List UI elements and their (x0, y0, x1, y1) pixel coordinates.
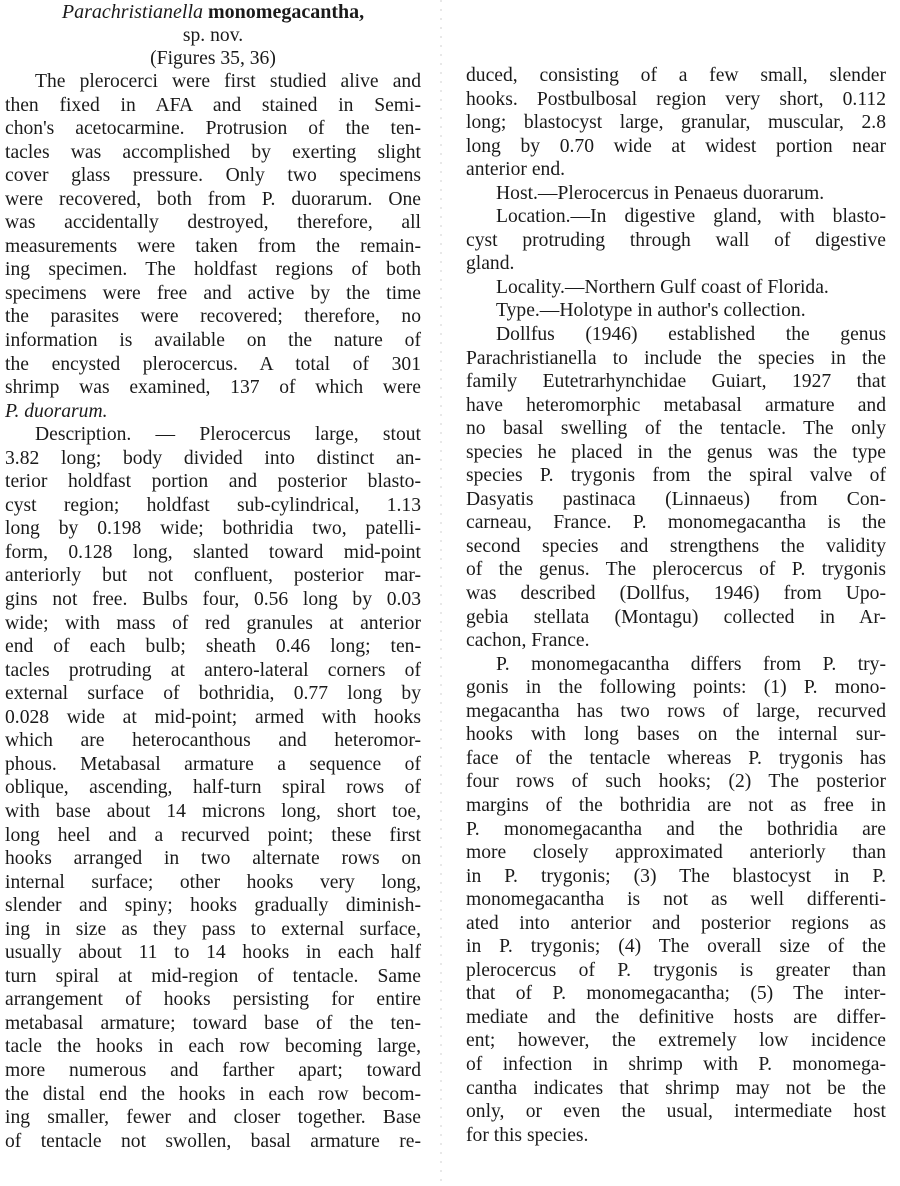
text-line: of tentacle not swollen, basal armature re- (5, 1130, 421, 1152)
text-line: anterior end. (466, 159, 566, 181)
text-line: The plerocerci were first studied alive and (35, 71, 421, 92)
text-line: form, 0.128 long, slanted toward mid-point (5, 541, 421, 563)
text-line: ing smaller, fewer and closer together. Base (5, 1107, 421, 1129)
discussion-paragraph (466, 323, 886, 653)
genus-name: Parachristianella (61, 1, 203, 23)
text-line: long; blastocyst large, granular, muscular, 2.8 (466, 112, 886, 134)
species-status: sp. nov. (182, 25, 244, 46)
text-line: specimens were free and active by the time (5, 282, 421, 304)
text-line: ated into anterior and posterior regions as (466, 912, 886, 934)
text-line: gins not free. Bulbs four, 0.56 long by 0.03 (5, 589, 421, 611)
text-line: usually about 11 to 14 hooks in each half (5, 942, 421, 964)
text-line: with base about 14 microns long, short toe, (5, 800, 421, 822)
text-line: tacles was accomplished by exerting slight (5, 141, 421, 163)
text-line: only, or even the usual, intermediate host (466, 1101, 886, 1123)
right-column (466, 64, 886, 1147)
text-line: of infection in shrimp with P. monomega- (466, 1053, 886, 1075)
text-line: gonis in the following points: (1) P. mono- (466, 677, 886, 699)
text-line: internal surface; other hooks very long, (5, 871, 421, 893)
description-continued (466, 64, 886, 182)
text-line: Dollfus (1946) established the genus (496, 324, 886, 346)
text-line: phous. Metabasal armature a sequence of (5, 753, 421, 775)
text-line: ing in size as they pass to external surface, (5, 918, 421, 940)
text-line: tacle the hooks in each row becoming large, (5, 1036, 421, 1058)
text-line: Description. — Plerocercus large, stout (35, 424, 421, 446)
text-line: hooks with long bases on the internal sur- (466, 724, 886, 746)
species-name: monomegacantha, (208, 1, 365, 23)
text-line: ing specimen. The holdfast regions of both (5, 259, 421, 281)
text-line: for this species. (466, 1124, 589, 1146)
text-line: of the genus. The plerocercus of P. trygonis (466, 559, 886, 581)
text-line: hooks. Postbulbosal region very short, 0.112 (466, 88, 886, 110)
text-line: plerocercus of P. trygonis is greater than (466, 959, 886, 981)
type-line: Type.—Holotype in author's collection. (496, 300, 806, 322)
comparison-paragraph (466, 653, 886, 1147)
text-line: terior holdfast portion and posterior blasto- (5, 471, 421, 493)
text-line: anteriorly but not confluent, posterior mar- (5, 565, 421, 587)
text-line: 3.82 long; body divided into distinct an- (5, 447, 421, 469)
text-line: no basal swelling of the tentacle. The only (466, 418, 886, 440)
text-line: the parasites were recovered; therefore, no (5, 306, 421, 328)
text-line: long by 0.70 wide at widest portion near (466, 135, 886, 157)
description-paragraph (5, 423, 421, 1153)
text-line: margins of the bothridia are not as free in (466, 794, 886, 816)
text-line: species he placed in the genus was the type (466, 441, 886, 463)
text-line: measurements were taken from the remain- (5, 235, 421, 257)
text-line: hooks arranged in two alternate rows on (5, 848, 421, 870)
text-line: cachon, France. (466, 630, 590, 652)
text-line: wide; with mass of red granules at anterior (5, 612, 421, 634)
text-line: P. monomegacantha and the bothridia are (466, 818, 886, 840)
text-line: tacles protruding at antero-lateral corners of (5, 659, 421, 681)
text-line: turn spiral at mid-region of tentacle. Same (5, 965, 421, 987)
text-line: cover glass pressure. Only two specimens (5, 165, 421, 187)
text-line: external surface of bothridia, 0.77 long by (5, 683, 421, 705)
text-line: cyst region; holdfast sub-cylindrical, 1.13 (5, 494, 421, 516)
text-line: P. duorarum. (5, 400, 108, 422)
text-line: family Eutetrarhynchidae Guiart, 1927 that (466, 371, 886, 393)
species-title (5, 0, 421, 24)
intro-paragraph (5, 70, 421, 423)
left-column (5, 0, 421, 1153)
text-line: that of P. monomegacantha; (5) The inter- (466, 983, 886, 1005)
text-line: gebia stellata (Montagu) collected in Ar- (466, 606, 886, 628)
text-line: were recovered, both from P. duorarum. One (5, 188, 421, 210)
location-paragraph (466, 205, 886, 276)
text-line: long heel and a recurved point; these first (5, 824, 421, 846)
text-line: cantha indicates that shrimp may not be the (466, 1077, 886, 1099)
text-line: Parachristianella to include the species in the (466, 347, 886, 369)
text-line: arrangement of hooks persisting for entire (5, 989, 421, 1011)
text-line: monomegacantha is not as well differenti- (466, 889, 886, 911)
text-line: in P. trygonis; (4) The overall size of the (466, 936, 886, 958)
text-line: P. monomegacantha differs from P. try- (496, 653, 886, 675)
figure-reference: (Figures 35, 36) (150, 48, 276, 69)
species-heading (5, 0, 421, 70)
text-line: was accidentally destroyed, therefore, all (5, 212, 421, 234)
text-line: shrimp was examined, 137 of which were (5, 377, 421, 399)
text-line: Location.—In digestive gland, with blasto- (496, 206, 886, 228)
column-gutter (440, 0, 442, 1186)
text-line: Dasyatis pastinaca (Linnaeus) from Con- (466, 488, 886, 510)
text-line: chon's acetocarmine. Protrusion of the ten- (5, 118, 421, 140)
text-line: slender and spiny; hooks gradually diminish- (5, 895, 421, 917)
text-line: carneau, France. P. monomegacantha is the (466, 512, 886, 534)
text-line: 0.028 wide at mid-point; armed with hooks (5, 706, 421, 728)
text-line: more numerous and farther apart; toward (5, 1059, 421, 1081)
text-line: metabasal armature; toward base of the ten- (5, 1012, 421, 1034)
text-line: was described (Dollfus, 1946) from Upo- (466, 583, 886, 605)
text-line: cyst protruding through wall of digestive (466, 229, 886, 251)
text-line: ent; however, the extremely low incidence (466, 1030, 886, 1052)
text-line: have heteromorphic metabasal armature and (466, 394, 886, 416)
text-line: face of the tentacle whereas P. trygonis has (466, 747, 886, 769)
locality-line: Locality.—Northern Gulf coast of Florida. (496, 276, 829, 298)
text-line: oblique, ascending, half-turn spiral rows of (5, 777, 421, 799)
text-line: the encysted plerocercus. A total of 301 (5, 353, 421, 375)
text-line: more closely approximated anteriorly than (466, 842, 886, 864)
text-line: megacantha has two rows of large, recurved (466, 700, 886, 722)
text-line: information is available on the nature of (5, 330, 421, 352)
text-line: long by 0.198 wide; bothridia two, patelli- (5, 518, 421, 540)
text-line: four rows of such hooks; (2) The posterior (466, 771, 886, 793)
text-line: the distal end the hooks in each row becom- (5, 1083, 421, 1105)
text-line: in P. trygonis; (3) The blastocyst in P. (466, 865, 886, 887)
text-line: end of each bulb; sheath 0.46 long; ten- (5, 636, 421, 658)
text-line: gland. (466, 253, 515, 275)
text-line: second species and strengthens the validity (466, 535, 886, 557)
text-line: species P. trygonis from the spiral valve of (466, 465, 886, 487)
text-line: which are heterocanthous and heteromor- (5, 730, 421, 752)
text-line: duced, consisting of a few small, slender (466, 65, 886, 86)
host-line: Host.—Plerocercus in Penaeus duorarum. (496, 182, 825, 204)
text-line: mediate and the definitive hosts are differ- (466, 1006, 886, 1028)
text-line: then fixed in AFA and stained in Semi- (5, 94, 421, 116)
